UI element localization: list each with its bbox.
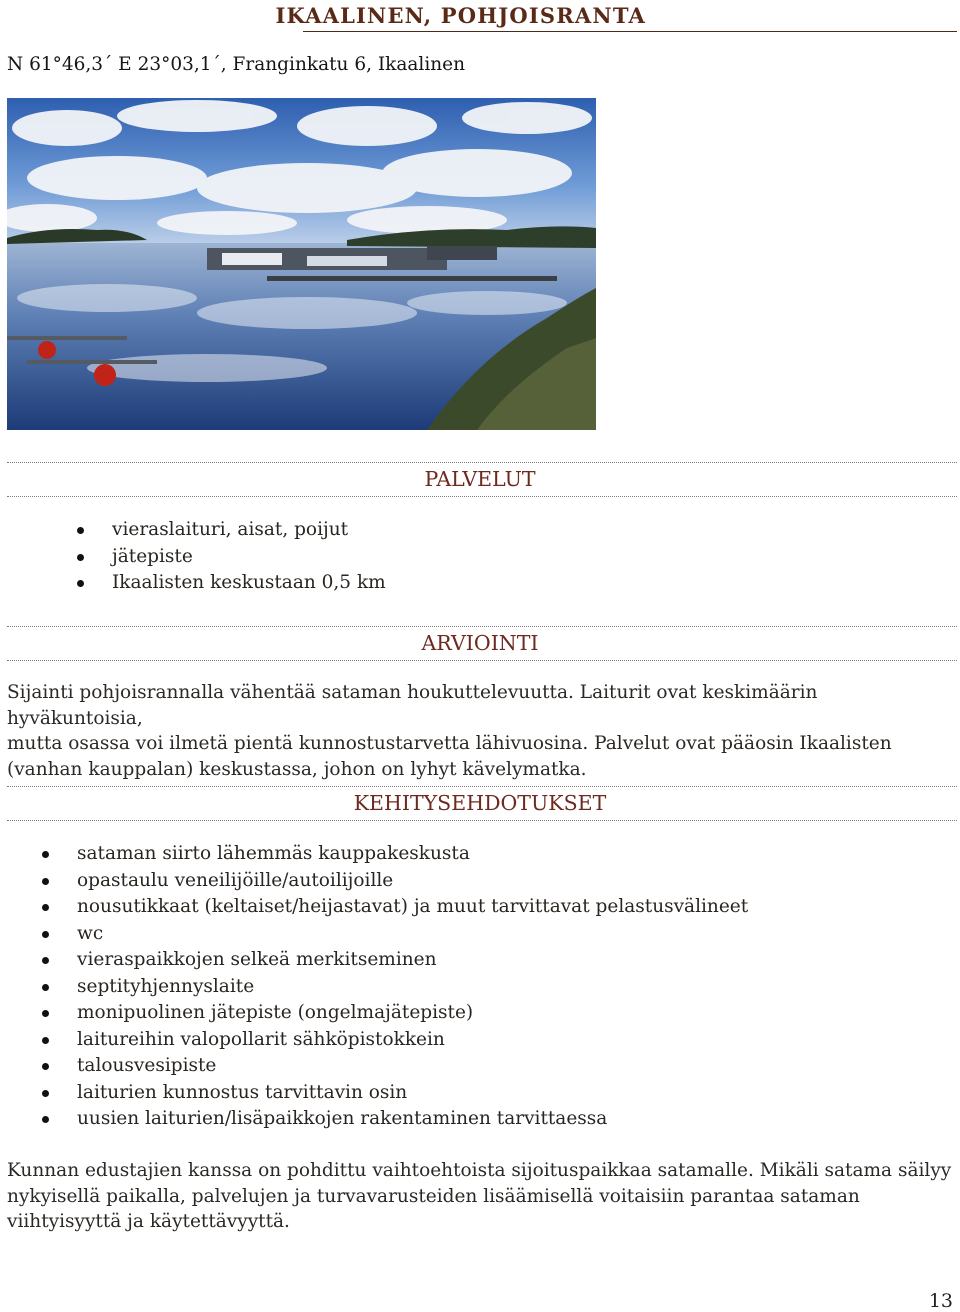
conclusion-text [7, 1158, 952, 1235]
list-item: nousutikkaat (keltaiset/heijastavat) ja muut tarvittavat pelastusvälineet [0, 894, 900, 921]
list-item: septityhjennyslaite [0, 974, 900, 1001]
header-rule [303, 31, 957, 32]
list-item: vieraspaikkojen selkeä merkitseminen [0, 947, 900, 974]
list-item: opastaulu veneilijöille/autoilijoille [0, 868, 900, 895]
text-line: Kunnan edustajien kanssa on pohdittu vaihtoehtoista sijoituspaikkaa satamalle. Mikäli satama säilyy [7, 1160, 952, 1181]
services-title: PALVELUT [424, 467, 536, 491]
text-line: viihtyisyyttä ja käytettävyyttä. [7, 1211, 290, 1232]
list-item: monipuolinen jätepiste (ongelmajätepiste) [0, 1000, 900, 1027]
list-item: laitureihin valopollarit sähköpistokkein [0, 1027, 900, 1054]
list-item: uusien laiturien/lisäpaikkojen rakentaminen tarvittaessa [0, 1106, 900, 1133]
list-item: laiturien kunnostus tarvittavin osin [0, 1080, 900, 1107]
list-item: sataman siirto lähemmäs kauppakeskusta [0, 841, 900, 868]
evaluation-title: ARVIOINTI [421, 631, 539, 655]
list-item: talousvesipiste [0, 1053, 900, 1080]
text-line: mutta osassa voi ilmetä pientä kunnostustarvetta lähivuosina. Palvelut ovat pääosin Ikaalisten [7, 733, 892, 754]
section-divider [7, 462, 957, 463]
section-divider [7, 786, 957, 787]
harbour-photo [7, 98, 596, 430]
text-line: Sijainti pohjoisrannalla vähentää sataman houkuttelevuutta. Laiturit ovat keskimäärin hyväkuntoisia, [7, 682, 818, 729]
location-coordinates: N 61°46,3´ E 23°03,1´, Franginkatu 6, Ikaalinen [7, 54, 466, 75]
list-item: vieraslaituri, aisat, poijut [0, 517, 700, 544]
section-divider [7, 660, 957, 661]
services-list [0, 517, 700, 597]
text-line: (vanhan kauppalan) keskustassa, johon on lyhyt kävelymatka. [7, 758, 587, 780]
section-divider [7, 496, 957, 497]
development-list [0, 841, 900, 1133]
text-line: nykyisellä paikalla, palvelujen ja turvavarusteiden lisäämisellä voitaisiin parantaa sataman [7, 1185, 860, 1207]
page-header-title: IKAALINEN, POHJOISRANTA [275, 3, 646, 28]
development-title: KEHITYSEHDOTUKSET [353, 791, 607, 815]
list-item: Ikaalisten keskustaan 0,5 km [0, 570, 700, 597]
page-number: 13 [928, 1290, 953, 1312]
section-divider [7, 820, 957, 821]
list-item: jätepiste [0, 544, 700, 571]
list-item: wc [0, 921, 900, 948]
evaluation-text [7, 680, 952, 782]
section-divider [7, 626, 957, 627]
